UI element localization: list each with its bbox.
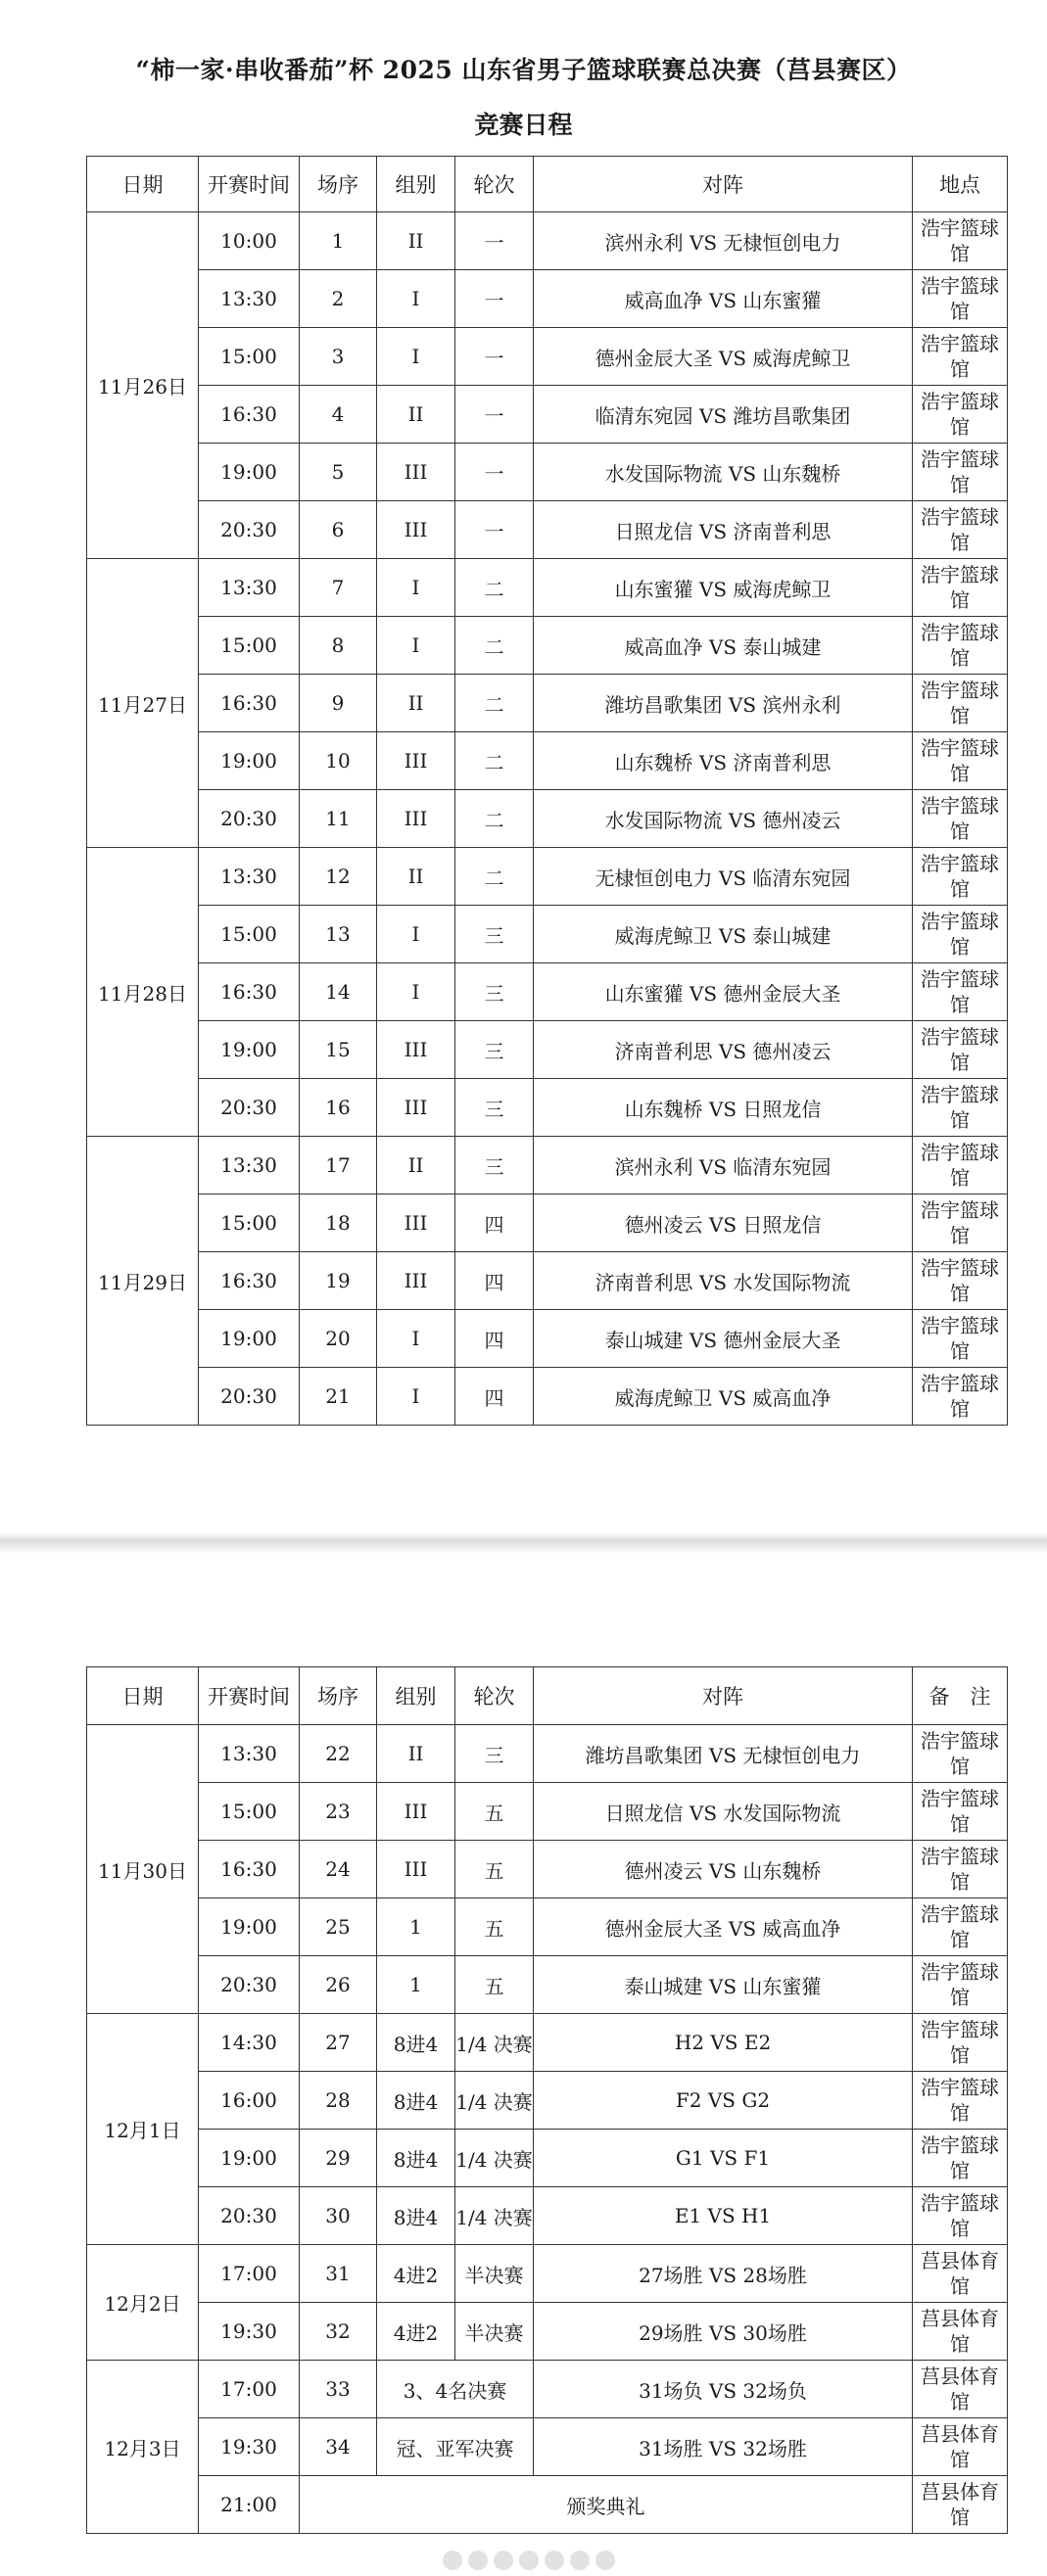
round-cell: 二 <box>455 559 534 617</box>
round-cell: 三 <box>455 1079 534 1137</box>
group-cell: I <box>377 328 455 386</box>
round-cell: 五 <box>455 1783 534 1841</box>
table-row <box>87 1841 1008 1898</box>
matchup-cell: 威海虎鲸卫 VS 泰山城建 <box>534 906 913 963</box>
stage-cell: 冠、亚军决赛 <box>377 2418 534 2476</box>
matchup-cell: E1 VS H1 <box>534 2187 913 2245</box>
game-number-cell: 31 <box>300 2245 377 2303</box>
group-cell: III <box>377 1841 455 1898</box>
game-number-cell: 29 <box>300 2130 377 2187</box>
table-row <box>87 2187 1008 2245</box>
header-cell: 开赛时间 <box>199 157 300 212</box>
venue-cell: 浩宇篮球馆 <box>913 212 1008 270</box>
matchup-cell: 31场胜 VS 32场胜 <box>534 2418 913 2476</box>
game-number-cell: 11 <box>300 790 377 848</box>
table-row <box>87 1252 1008 1310</box>
game-number-cell: 10 <box>300 732 377 790</box>
header-cell: 场序 <box>300 157 377 212</box>
game-number-cell: 13 <box>300 906 377 963</box>
venue-cell: 浩宇篮球馆 <box>913 2187 1008 2245</box>
group-cell: I <box>377 617 455 675</box>
time-cell: 19:00 <box>199 732 300 790</box>
venue-cell: 莒县体育馆 <box>913 2303 1008 2361</box>
group-cell: 1 <box>377 1956 455 2014</box>
group-cell: III <box>377 1252 455 1310</box>
header-cell: 组别 <box>377 1667 455 1725</box>
venue-cell: 浩宇篮球馆 <box>913 906 1008 963</box>
matchup-cell: 德州金辰大圣 VS 威高血净 <box>534 1898 913 1956</box>
matchup-cell: 无棣恒创电力 VS 临清东宛园 <box>534 848 913 906</box>
schedule-table-1 <box>86 156 1008 1426</box>
header-row <box>87 157 1008 212</box>
venue-cell: 莒县体育馆 <box>913 2245 1008 2303</box>
table-row <box>87 2476 1008 2534</box>
time-cell: 20:30 <box>199 790 300 848</box>
header-cell: 场序 <box>300 1667 377 1725</box>
venue-cell: 浩宇篮球馆 <box>913 2130 1008 2187</box>
venue-cell: 浩宇篮球馆 <box>913 328 1008 386</box>
game-number-cell: 16 <box>300 1079 377 1137</box>
venue-cell: 浩宇篮球馆 <box>913 501 1008 559</box>
time-cell: 20:30 <box>199 501 300 559</box>
header-cell: 组别 <box>377 157 455 212</box>
schedule-table-2 <box>86 1666 1008 2534</box>
venue-cell: 浩宇篮球馆 <box>913 848 1008 906</box>
game-number-cell: 7 <box>300 559 377 617</box>
header-row <box>87 1667 1008 1725</box>
round-cell: 五 <box>455 1956 534 2014</box>
game-number-cell: 2 <box>300 270 377 328</box>
group-cell: II <box>377 212 455 270</box>
game-number-cell: 22 <box>300 1725 377 1783</box>
venue-cell: 浩宇篮球馆 <box>913 444 1008 501</box>
game-number-cell: 8 <box>300 617 377 675</box>
matchup-cell: 31场负 VS 32场负 <box>534 2361 913 2418</box>
venue-cell: 浩宇篮球馆 <box>913 1783 1008 1841</box>
table-row <box>87 2303 1008 2361</box>
header-cell: 对阵 <box>534 157 913 212</box>
game-number-cell: 17 <box>300 1137 377 1194</box>
time-cell: 19:00 <box>199 1898 300 1956</box>
game-number-cell: 3 <box>300 328 377 386</box>
venue-cell: 浩宇篮球馆 <box>913 1725 1008 1783</box>
pager-dot <box>595 2551 615 2570</box>
table-row <box>87 270 1008 328</box>
time-cell: 16:30 <box>199 675 300 732</box>
time-cell: 19:00 <box>199 2130 300 2187</box>
group-cell: 1 <box>377 1898 455 1956</box>
table-row <box>87 1137 1008 1194</box>
pager-dot <box>468 2551 488 2570</box>
matchup-cell: 山东魏桥 VS 济南普利思 <box>534 732 913 790</box>
group-cell: 4进2 <box>377 2303 455 2361</box>
venue-cell: 莒县体育馆 <box>913 2361 1008 2418</box>
matchup-cell: 泰山城建 VS 德州金辰大圣 <box>534 1310 913 1368</box>
matchup-cell: 水发国际物流 VS 德州凌云 <box>534 790 913 848</box>
venue-cell: 浩宇篮球馆 <box>913 1956 1008 2014</box>
game-number-cell: 19 <box>300 1252 377 1310</box>
ceremony-cell: 颁奖典礼 <box>300 2476 913 2534</box>
group-cell: I <box>377 906 455 963</box>
group-cell: I <box>377 1310 455 1368</box>
game-number-cell: 1 <box>300 212 377 270</box>
date-cell: 11月26日 <box>87 212 199 559</box>
table-row <box>87 212 1008 270</box>
date-cell: 11月27日 <box>87 559 199 848</box>
venue-cell: 莒县体育馆 <box>913 2418 1008 2476</box>
round-cell: 三 <box>455 1137 534 1194</box>
matchup-cell: F2 VS G2 <box>534 2072 913 2130</box>
table-row <box>87 2014 1008 2072</box>
round-cell: 三 <box>455 1021 534 1079</box>
title-line2: 竞赛日程 <box>474 111 573 139</box>
game-number-cell: 26 <box>300 1956 377 2014</box>
venue-cell: 浩宇篮球馆 <box>913 617 1008 675</box>
time-cell: 17:00 <box>199 2361 300 2418</box>
table-row <box>87 2361 1008 2418</box>
table-row <box>87 444 1008 501</box>
matchup-cell: 滨州永利 VS 临清东宛园 <box>534 1137 913 1194</box>
table-row <box>87 848 1008 906</box>
group-cell: II <box>377 1725 455 1783</box>
group-cell: 8进4 <box>377 2014 455 2072</box>
table-row <box>87 1956 1008 2014</box>
round-cell: 五 <box>455 1841 534 1898</box>
date-cell: 11月29日 <box>87 1137 199 1426</box>
round-cell: 四 <box>455 1310 534 1368</box>
matchup-cell: G1 VS F1 <box>534 2130 913 2187</box>
round-cell: 一 <box>455 444 534 501</box>
venue-cell: 浩宇篮球馆 <box>913 1368 1008 1426</box>
group-cell: III <box>377 501 455 559</box>
time-cell: 13:30 <box>199 1725 300 1783</box>
matchup-cell: 山东魏桥 VS 日照龙信 <box>534 1079 913 1137</box>
time-cell: 20:30 <box>199 1368 300 1426</box>
game-number-cell: 27 <box>300 2014 377 2072</box>
time-cell: 16:00 <box>199 2072 300 2130</box>
pager-dot <box>519 2551 539 2570</box>
time-cell: 15:00 <box>199 1783 300 1841</box>
matchup-cell: 德州金辰大圣 VS 威海虎鲸卫 <box>534 328 913 386</box>
game-number-cell: 25 <box>300 1898 377 1956</box>
time-cell: 13:30 <box>199 270 300 328</box>
matchup-cell: 潍坊昌歌集团 VS 滨州永利 <box>534 675 913 732</box>
round-cell: 一 <box>455 270 534 328</box>
matchup-cell: 潍坊昌歌集团 VS 无棣恒创电力 <box>534 1725 913 1783</box>
group-cell: I <box>377 963 455 1021</box>
time-cell: 13:30 <box>199 848 300 906</box>
stage-cell: 3、4名决赛 <box>377 2361 534 2418</box>
table-row <box>87 906 1008 963</box>
group-cell: I <box>377 270 455 328</box>
table-row <box>87 386 1008 444</box>
venue-cell: 浩宇篮球馆 <box>913 2072 1008 2130</box>
date-cell: 12月1日 <box>87 2014 199 2245</box>
time-cell: 19:30 <box>199 2418 300 2476</box>
venue-cell: 浩宇篮球馆 <box>913 732 1008 790</box>
time-cell: 14:30 <box>199 2014 300 2072</box>
matchup-cell: 27场胜 VS 28场胜 <box>534 2245 913 2303</box>
game-number-cell: 12 <box>300 848 377 906</box>
time-cell: 15:00 <box>199 617 300 675</box>
table-row <box>87 2245 1008 2303</box>
matchup-cell: 济南普利思 VS 水发国际物流 <box>534 1252 913 1310</box>
game-number-cell: 28 <box>300 2072 377 2130</box>
venue-cell: 浩宇篮球馆 <box>913 270 1008 328</box>
table-row <box>87 1783 1008 1841</box>
matchup-cell: 山东蜜獾 VS 德州金辰大圣 <box>534 963 913 1021</box>
round-cell: 四 <box>455 1252 534 1310</box>
table-row <box>87 790 1008 848</box>
round-cell: 四 <box>455 1194 534 1252</box>
group-cell: III <box>377 790 455 848</box>
group-cell: I <box>377 1368 455 1426</box>
matchup-cell: 泰山城建 VS 山东蜜獾 <box>534 1956 913 2014</box>
round-cell: 1/4 决赛 <box>455 2014 534 2072</box>
round-cell: 二 <box>455 675 534 732</box>
venue-cell: 浩宇篮球馆 <box>913 1310 1008 1368</box>
group-cell: II <box>377 386 455 444</box>
date-cell: 11月30日 <box>87 1725 199 2014</box>
venue-cell: 浩宇篮球馆 <box>913 675 1008 732</box>
header-cell: 轮次 <box>455 157 534 212</box>
header-cell: 对阵 <box>534 1667 913 1725</box>
venue-cell: 浩宇篮球馆 <box>913 1841 1008 1898</box>
table-row <box>87 1079 1008 1137</box>
table-row <box>87 328 1008 386</box>
game-number-cell: 33 <box>300 2361 377 2418</box>
matchup-cell: 29场胜 VS 30场胜 <box>534 2303 913 2361</box>
round-cell: 1/4 决赛 <box>455 2072 534 2130</box>
page-separator <box>0 1532 1047 1554</box>
round-cell: 一 <box>455 386 534 444</box>
group-cell: 8进4 <box>377 2072 455 2130</box>
round-cell: 五 <box>455 1898 534 1956</box>
time-cell: 20:30 <box>199 2187 300 2245</box>
matchup-cell: 水发国际物流 VS 山东魏桥 <box>534 444 913 501</box>
group-cell: III <box>377 1021 455 1079</box>
table-row <box>87 2418 1008 2476</box>
round-cell: 半决赛 <box>455 2245 534 2303</box>
game-number-cell: 24 <box>300 1841 377 1898</box>
matchup-cell: 济南普利思 VS 德州凌云 <box>534 1021 913 1079</box>
table-row <box>87 1194 1008 1252</box>
time-cell: 15:00 <box>199 906 300 963</box>
venue-cell: 浩宇篮球馆 <box>913 963 1008 1021</box>
matchup-cell: 威海虎鲸卫 VS 威高血净 <box>534 1368 913 1426</box>
pager-dot <box>570 2551 590 2570</box>
game-number-cell: 20 <box>300 1310 377 1368</box>
header-cell: 地点 <box>913 157 1008 212</box>
group-cell: III <box>377 732 455 790</box>
group-cell: II <box>377 848 455 906</box>
time-cell: 19:00 <box>199 1310 300 1368</box>
time-cell: 19:00 <box>199 1021 300 1079</box>
venue-cell: 浩宇篮球馆 <box>913 2014 1008 2072</box>
time-cell: 16:30 <box>199 1841 300 1898</box>
game-number-cell: 5 <box>300 444 377 501</box>
game-number-cell: 21 <box>300 1368 377 1426</box>
round-cell: 半决赛 <box>455 2303 534 2361</box>
round-cell: 二 <box>455 848 534 906</box>
time-cell: 15:00 <box>199 328 300 386</box>
game-number-cell: 9 <box>300 675 377 732</box>
venue-cell: 浩宇篮球馆 <box>913 559 1008 617</box>
game-number-cell: 18 <box>300 1194 377 1252</box>
game-number-cell: 6 <box>300 501 377 559</box>
group-cell: III <box>377 1783 455 1841</box>
group-cell: III <box>377 444 455 501</box>
venue-cell: 浩宇篮球馆 <box>913 1194 1008 1252</box>
table-row <box>87 1368 1008 1426</box>
round-cell: 三 <box>455 1725 534 1783</box>
table-row <box>87 675 1008 732</box>
matchup-cell: 山东蜜獾 VS 威海虎鲸卫 <box>534 559 913 617</box>
time-cell: 20:30 <box>199 1079 300 1137</box>
round-cell: 二 <box>455 617 534 675</box>
time-cell: 15:00 <box>199 1194 300 1252</box>
date-cell: 12月3日 <box>87 2361 199 2534</box>
venue-cell: 浩宇篮球馆 <box>913 1137 1008 1194</box>
time-cell: 20:30 <box>199 1956 300 2014</box>
group-cell: II <box>377 675 455 732</box>
round-cell: 四 <box>455 1368 534 1426</box>
game-number-cell: 15 <box>300 1021 377 1079</box>
table-row <box>87 1898 1008 1956</box>
matchup-cell: 德州凌云 VS 山东魏桥 <box>534 1841 913 1898</box>
group-cell: III <box>377 1194 455 1252</box>
game-number-cell: 34 <box>300 2418 377 2476</box>
table-row <box>87 501 1008 559</box>
matchup-cell: H2 VS E2 <box>534 2014 913 2072</box>
pager-dot <box>443 2551 462 2570</box>
group-cell: II <box>377 1137 455 1194</box>
header-cell: 开赛时间 <box>199 1667 300 1725</box>
time-cell: 21:00 <box>199 2476 300 2534</box>
time-cell: 10:00 <box>199 212 300 270</box>
round-cell: 一 <box>455 212 534 270</box>
table-row <box>87 559 1008 617</box>
group-cell: III <box>377 1079 455 1137</box>
table-row <box>87 2072 1008 2130</box>
game-number-cell: 14 <box>300 963 377 1021</box>
group-cell: 4进2 <box>377 2245 455 2303</box>
round-cell: 三 <box>455 906 534 963</box>
date-cell: 11月28日 <box>87 848 199 1137</box>
matchup-cell: 滨州永利 VS 无棣恒创电力 <box>534 212 913 270</box>
pager-dot <box>545 2551 564 2570</box>
venue-cell: 莒县体育馆 <box>913 2476 1008 2534</box>
title-line1: “柿一家·串收番茄”杯 2025 山东省男子篮球联赛总决赛（莒县赛区） <box>135 56 912 84</box>
image-pager <box>443 2551 615 2570</box>
matchup-cell: 日照龙信 VS 水发国际物流 <box>534 1783 913 1841</box>
header-cell: 轮次 <box>455 1667 534 1725</box>
round-cell: 1/4 决赛 <box>455 2130 534 2187</box>
pager-dot <box>494 2551 513 2570</box>
time-cell: 16:30 <box>199 1252 300 1310</box>
date-cell: 12月2日 <box>87 2245 199 2361</box>
game-number-cell: 4 <box>300 386 377 444</box>
header-cell: 日期 <box>87 157 199 212</box>
group-cell: 8进4 <box>377 2187 455 2245</box>
header-cell: 日期 <box>87 1667 199 1725</box>
table-row <box>87 732 1008 790</box>
matchup-cell: 德州凌云 VS 日照龙信 <box>534 1194 913 1252</box>
game-number-cell: 30 <box>300 2187 377 2245</box>
round-cell: 二 <box>455 732 534 790</box>
table-row <box>87 2130 1008 2187</box>
table-row <box>87 1310 1008 1368</box>
venue-cell: 浩宇篮球馆 <box>913 1252 1008 1310</box>
time-cell: 16:30 <box>199 386 300 444</box>
venue-cell: 浩宇篮球馆 <box>913 1021 1008 1079</box>
matchup-cell: 威高血净 VS 泰山城建 <box>534 617 913 675</box>
round-cell: 一 <box>455 328 534 386</box>
venue-cell: 浩宇篮球馆 <box>913 386 1008 444</box>
round-cell: 三 <box>455 963 534 1021</box>
table-row <box>87 1725 1008 1783</box>
group-cell: I <box>377 559 455 617</box>
group-cell: 8进4 <box>377 2130 455 2187</box>
time-cell: 19:30 <box>199 2303 300 2361</box>
time-cell: 17:00 <box>199 2245 300 2303</box>
round-cell: 1/4 决赛 <box>455 2187 534 2245</box>
venue-cell: 浩宇篮球馆 <box>913 1898 1008 1956</box>
time-cell: 19:00 <box>199 444 300 501</box>
matchup-cell: 临清东宛园 VS 潍坊昌歌集团 <box>534 386 913 444</box>
round-cell: 一 <box>455 501 534 559</box>
game-number-cell: 23 <box>300 1783 377 1841</box>
round-cell: 二 <box>455 790 534 848</box>
time-cell: 13:30 <box>199 1137 300 1194</box>
table-row <box>87 963 1008 1021</box>
time-cell: 13:30 <box>199 559 300 617</box>
table-row <box>87 1021 1008 1079</box>
table-row <box>87 617 1008 675</box>
game-number-cell: 32 <box>300 2303 377 2361</box>
matchup-cell: 威高血净 VS 山东蜜獾 <box>534 270 913 328</box>
venue-cell: 浩宇篮球馆 <box>913 1079 1008 1137</box>
venue-cell: 浩宇篮球馆 <box>913 790 1008 848</box>
matchup-cell: 日照龙信 VS 济南普利思 <box>534 501 913 559</box>
time-cell: 16:30 <box>199 963 300 1021</box>
header-cell: 备 注 <box>913 1667 1008 1725</box>
